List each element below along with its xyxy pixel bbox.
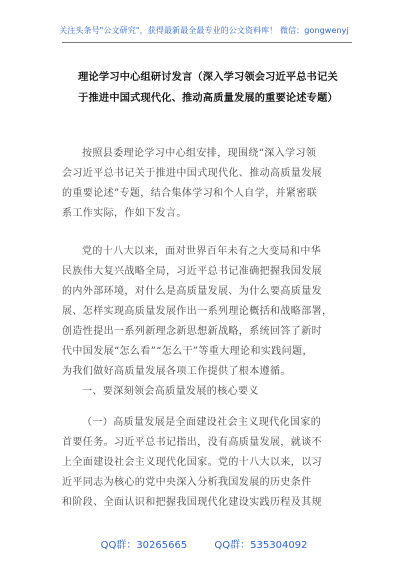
section-heading <box>62 382 352 402</box>
paragraph-line: 的重要论述”专题，结合集体学习和个人自学，并紧密联 <box>62 188 318 199</box>
paragraph-line: 为我们做好高质量发展各项工作提供了根本遵循。 <box>62 366 291 377</box>
section-heading-text: 一、要深刻领会高质量发展的核心要义 <box>82 386 259 397</box>
paragraph-section-one <box>62 413 352 513</box>
paragraph-line: （一）高质量发展是全面建设社会主义现代化国家的 <box>82 417 322 428</box>
paragraph-line: 党的十八大以来，面对世界百年未有之大变局和中华 <box>82 246 322 257</box>
paragraph-line: 近平同志为核心的党中央深入分析我国发展的历史条件 <box>62 477 312 488</box>
document-title <box>58 67 358 109</box>
paragraph-line: 展、怎样实现高质量发展作出一系列理论概括和战略部署， <box>62 306 333 317</box>
header-divider <box>62 42 352 43</box>
footer-contacts <box>0 536 408 551</box>
footer-qq-group-2: QQ群：535304092 <box>214 540 308 551</box>
footer-qq-group-1: QQ群：30265665 <box>100 540 188 551</box>
paragraph-background <box>62 242 352 382</box>
paragraph-line: 首要任务。习近平总书记指出，没有高质量发展，就谈不 <box>62 437 322 448</box>
paragraph-line: 代中国发展“怎么看”“怎么干”等重大理论和实践问题， <box>62 346 313 357</box>
paragraph-line: 会习近平总书记关于推进中国式现代化、推动高质量发展 <box>62 168 322 179</box>
paragraph-line: 创造性提出一系列新理念新思想新战略，系统回答了新时 <box>62 326 322 337</box>
title-line: 于推进中国式现代化、推动高质量发展的重要论述专题） <box>78 93 338 104</box>
paragraph-line: 上全面建设社会主义现代化国家。党的十八大以来，以习 <box>62 457 322 468</box>
title-line: 理论学习中心组研讨发言（深入学习领会习近平总书记关 <box>78 72 338 83</box>
paragraph-intro <box>62 144 352 224</box>
header-banner: 关注头条号"公文研究"，获得最新最全最专业的公文资料库！ 微信：gongwenyj <box>59 26 349 35</box>
paragraph-line: 民族伟大复兴战略全局，习近平总书记准确把握我国发展 <box>62 266 322 277</box>
paragraph-line: 系工作实际，作如下发言。 <box>62 208 187 219</box>
paragraph-line: 和阶段、全面认识和把握我国现代化建设实践历程及其规 <box>62 497 322 508</box>
paragraph-line: 的内外部环境，对什么是高质量发展、为什么要高质量发 <box>62 286 322 297</box>
paragraph-line: 按照县委理论学习中心组安排，现围绕“深入学习领 <box>82 148 317 159</box>
